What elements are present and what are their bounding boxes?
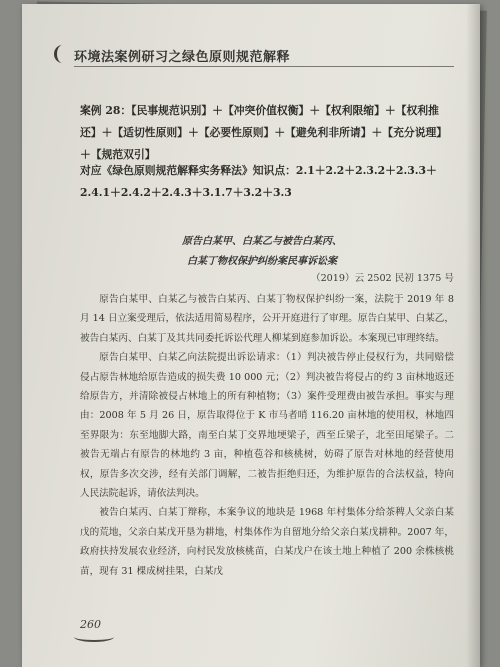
body-paragraph-3: 被告白某丙、白某丁辩称，本案争议的地块是 1968 年村集体分给茶稗人父亲白某戊的荒地，父亲白某戊开垦为耕地，村集体作为自留地分给父亲白某戊耕种。2007 年，政府扶持发展农业经济，向村民发放核桃苗，白某戊户在该土地上种植了 200 余株核桃苗，现有 31 棵成树挂果，白某戊 (80, 507, 454, 577)
page-number: 260 (80, 618, 101, 631)
case-number: （2019）云 2502 民初 1375 号 (310, 273, 454, 284)
body-paragraph-1: 原告白某甲、白某乙与被告白某丙、白某丁物权保护纠纷一案，法院于 2019 年 8 月 14 日立案受理后，依法适用简易程序，公开开庭进行了审理。原告白某甲、白某乙，被告白某丙、白某丁及其共同委托诉讼代理人柳某到庭参加诉讼。本案现已审理终结。 (80, 294, 454, 344)
running-title: 环境法案例研习之绿色原则规范解释 (74, 50, 291, 65)
case-subhead (82, 232, 442, 272)
running-head (54, 42, 444, 66)
header-rule (74, 66, 454, 67)
case-subhead-line-1: 原告白某甲、白某乙与被告白某丙、 (182, 236, 342, 247)
page-edge (466, 4, 480, 667)
header-ornament (54, 45, 71, 63)
case-subhead-line-2: 白某丁物权保护纠纷案民事诉讼案 (187, 256, 337, 267)
knowledge-points: 对应《绿色原则规范解释实务释法》知识点：2.1＋2.2＋2.3.2＋2.3.3＋2.4.1＋2.4.2＋2.4.3＋3.1.7＋3.2＋3.3 (80, 164, 437, 199)
body-paragraph-2: 原告白某甲、白某乙向法院提出诉讼请求：（1）判决被告停止侵权行为，共同赔偿侵占原告林地给原告造成的损失费 10 000 元；（2）判决被告将侵占的约 3 亩林地返还给原告方，并清除被侵占林地上的所有种植物；（3）案件受理费由被告承担。事实与理由：2008 年 5 月 26 日，原告取得位于 K 市马者哨 116.20 亩林地的使用权，林地四至界限为：东至地脚大路，南至白某丁交界地埂梁子，西至丘梁子，北至田尾梁子。二被告无端占有原告的林地约 3 亩，种植苞谷和核桃树，妨碍了原告对林地的经营使用权，原告多次交涉，经有关部门调解，二被告拒绝归还，为维护原告的合法权益，特向人民法院起诉，请依法判决。 (80, 352, 454, 500)
page-number-ornament (74, 632, 114, 642)
body-text (80, 290, 454, 581)
case-title: 案例 28：【民事规范识别】＋【冲突价值权衡】＋【权利限缩】＋【权利推还】＋【适切性原则】＋【必要性原则】＋【避免利非所请】＋【充分说理】＋【规范双引】 (80, 104, 448, 161)
book-page (22, 4, 480, 667)
